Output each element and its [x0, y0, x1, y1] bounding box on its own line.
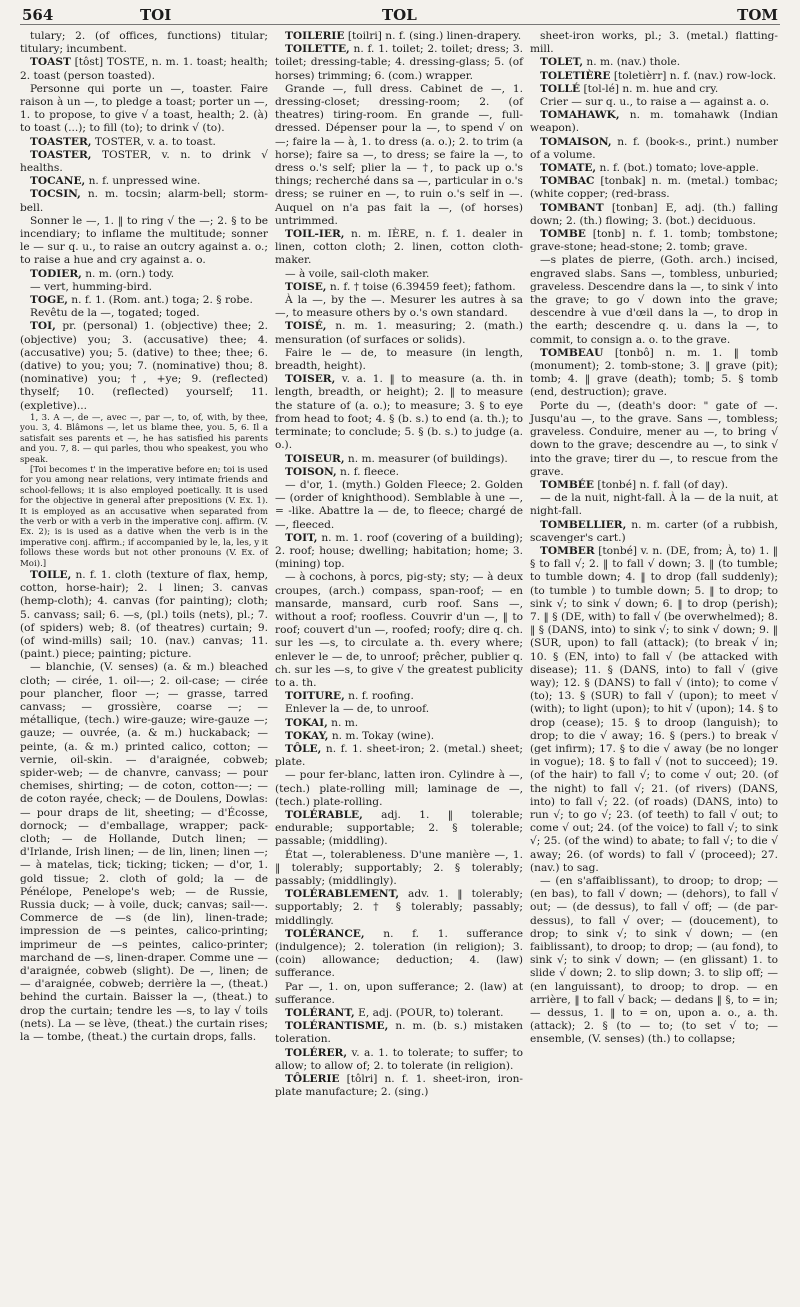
headword: TOKAI,	[285, 716, 328, 729]
entry-text: Crier — sur q. u., to raise a — against a. o.	[540, 96, 770, 109]
guide-word-right: TOM	[737, 6, 778, 24]
dictionary-entry	[530, 70, 778, 83]
entry-text: n. f. 1. (Rom. ant.) toga; 2. § robe.	[71, 294, 253, 307]
entry-text: n. f. 1. sheet-iron; 2. (metal.) sheet; plate.	[275, 742, 523, 769]
headword: TOITURE,	[285, 690, 345, 703]
entry-text: — pour fer-blanc, latten iron. Cylindre à —, (tech.) plate-rolling mill; laminage de —, (tech.) plate-rolling.	[275, 769, 523, 808]
entry-text: [tonbé] v. n. (DE, from; À, to) 1. ‖ § to fall √; 2. ‖ to fall √ down; 3. ‖ (to tumble; to tumble down; 4. ‖ to drop (fall suddenly); (to tumble ) to tumble down; 5. ‖ to drop; to sink √; to sink √ down; 6. ‖ to drop (perish); 7. ‖ § (DE, with) to fall √ (be overwhelmed); 8. ‖ § (DANS, into) to sink √; to sink √ down; 9. ‖ (SUR, upon) to fall (attack); (to break √ in; 10. § (EN, into) to fall √ (be attacked with disease); 11. § (DANS, into) to fall √ (give way); 12. § (DANS) to fall √ (into); to come √ (to); 13. § (SUR) to fall √ (upon); to meet √ (with); to light (upon); to hit √ (upon); 14. § to drop (cease); 15. § to droop (languish); to drop; to die √ away; 16. § (pers.) to break √ (get infirm); 17. § to die √ away (be no longer in vogue); 18. § to fall √ (not to succeed); 19. (of the hair) to fall √; to come √ out; 20. (of the night) to fall √; 21. (of rivers) (DANS, into) to fall √; 22. (of roads) (DANS, into) to run √; to go √; 23. (of teeth) to fall √ out; to come √ out; 24. (of the voice) to fall √; to sink √; 25. (of the wind) to abate; to fall √; to die √ away; 26. (of words) to fall √ (proceed); 27. (nav.) to sag.	[530, 544, 778, 874]
guide-word-left: TOI	[140, 6, 172, 24]
entry-text: n. m.	[331, 716, 359, 729]
entry-text: — à cochons, à porcs, pig-sty; sty; — à deux croupes, (arch.) compass, span-roof; — en mansarde, mansard, curb roof. Sans —, without a roof; roofless. Couvrir d'un —, ‖ to roof; couvert d'un —, roofed; roofy; dire q. ch. sur les —s, to circulate a. th. every where; enlever le — de, to unroof; prêcher, publier q. ch. sur les —s, to give √ the greatest publicity to a. th.	[275, 571, 523, 689]
entry-text: n. f. 1. toilet; 2. toilet; dress; 3. toilet; dressing-table; 4. dressing-glass; 5. (of horses) trimming; 6. (com.) wrapper.	[275, 43, 523, 82]
entry-text: [toletièrr] n. f. (nav.) row-lock.	[613, 69, 777, 82]
entry-text: État —, tolerableness. D'une manière —, 1. ‖ tolerably; supportably; 2. § tolerably; passably; (middlingly).	[275, 848, 523, 887]
entry-text: n. m. tomahawk (Indian weapon).	[530, 109, 779, 135]
headword: TOMBER	[540, 544, 595, 557]
entry-paragraph	[530, 96, 778, 109]
entry-text: n. m. (b. s.) mistaken toleration.	[275, 1020, 523, 1046]
headword: TOMBÉE	[540, 478, 594, 491]
entry-text: n. m. 1. measuring; 2. (math.) mensuration (of surfaces or solids).	[275, 320, 523, 346]
headword: TOISÉ,	[285, 320, 327, 333]
entry-paragraph	[275, 769, 523, 809]
headword: TOLÉRABLEMENT,	[285, 888, 400, 901]
headword: TOLÉRANT,	[285, 1007, 355, 1020]
headword: TOASTER,	[30, 148, 92, 161]
entry-text: n. m. measurer (of buildings).	[347, 452, 508, 465]
dictionary-entry	[530, 347, 778, 400]
headword: TOAST	[30, 56, 71, 69]
entry-paragraph	[20, 281, 268, 294]
entry-paragraph	[530, 30, 778, 56]
dictionary-entry	[530, 136, 778, 162]
entry-paragraph	[20, 83, 268, 136]
entry-text: [tonbé] n. f. fall (of day).	[597, 478, 729, 491]
entry-text: TOSTER, v. a. to toast.	[94, 135, 216, 148]
headword: TOLÉRABLE,	[285, 808, 363, 821]
dictionary-entry	[20, 149, 268, 175]
dictionary-entry	[20, 320, 268, 412]
headword: TOCSIN,	[30, 188, 81, 201]
headword: TOMBANT	[540, 201, 604, 214]
headword: TOLLÉ	[540, 82, 581, 95]
dictionary-entry	[275, 281, 523, 294]
entry-text: n. m. IÈRE, n. f. 1. dealer in linen, cotton cloth; 2. linen, cotton cloth-maker.	[275, 228, 523, 267]
dictionary-entry	[275, 320, 523, 346]
entry-paragraph	[275, 268, 523, 281]
entry-text: — à voile, sail-cloth maker.	[285, 267, 430, 280]
dictionary-entry	[275, 373, 523, 452]
entry-paragraph	[530, 254, 778, 346]
entry-text: n. m. tocsin; alarm-bell; storm-bell.	[20, 188, 268, 214]
column-3	[530, 30, 778, 1047]
dictionary-entry	[275, 730, 523, 743]
entry-text: Par —, 1. on, upon sufferance; 2. (law) at sufferance.	[275, 980, 523, 1006]
headword: TOLÉRER,	[285, 1046, 348, 1059]
entry-text: 1, 3. A —, de —, avec —, par —, to, of, with, by thee, you. 3, 4. Blâmons —, let us blame thee, you. 5, 6. Il a satisfait ses parents et —, he has satisfied his parents and you. 7, 8. — qui parles, thou who speakest, you who speak.	[20, 412, 268, 465]
dictionary-entry	[275, 453, 523, 466]
headword: TOMBELLIER,	[540, 518, 627, 531]
entry-paragraph	[20, 215, 268, 268]
entry-text: [tôlri] n. f. 1. sheet-iron, iron-plate manufacture; 2. (sing.)	[275, 1073, 523, 1099]
dictionary-entry	[530, 479, 778, 492]
entry-text: Faire le — de, to measure (in length, breadth, height).	[275, 346, 523, 373]
dictionary-entry	[275, 1007, 523, 1020]
entry-text: Sonner le —, 1. ‖ to ring √ the —; 2. § to be incendiary; to inflame the multitude; sonner le — sur q. u., to raise an outcry against a. o.; to raise a hue and cry against a. o.	[20, 214, 268, 267]
entry-paragraph	[275, 83, 523, 228]
entry-text: [tonban] E, adj. (th.) falling down; 2. (th.) flowing; 3. (bot.) deciduous.	[530, 201, 778, 227]
entry-text: n. f. (bot.) tomato; love-apple.	[599, 162, 759, 175]
entry-text: — blanchie, (V. senses) (a. & m.) bleached cloth; — cirée, 1. oil-—; 2. oil-case; — cirée pour plancher, floor —; — grasse, tarred canvass; — grossière, coarse —; — métallique, (tech.) wire-gauze; wire-gauze —; gauze; — ouvrée, (a. & m.) huckaback; — peinte, (a. & m.) printed calico, cotton; — vernie, oil-skin. — d'araignée, cobweb; spider-web; — de chanvre, canvass; — pour chemises, shirting; — de coton, cotton-—; — de coton rayée, check; — de Doulens, Dowlas: — pour draps de lit, sheeting; — d'Écosse, dornock; — d'emballage, wrapper; pack-cloth; — de Hollande, Dutch linen; — d'Irlande, Irish linen; — de lin, linen; linen —; — à matelas, tick; ticking; ticken; — d'or, 1. gold tissue; 2. cloth of gold; la — de Pénélope, Penelope's web; — de Russie, Russia duck; — à voile, duck; canvas; sail-—. Commerce de —s (de lin), linen-trade; impression de —s peintes, calico-printing; imprimeur de —s peintes, calico-printer; marchand de —s, linen-draper. Comme une — d'araignée, cobweb (slight). De —, linen; de — d'araignée, cobweb; derrière la —, (theat.) behind the curtain. Baisser la —, (theat.) to drop the curtain; tendre les —s, to lay √ toils (nets). La — se lève, (theat.) the curtain rises; la — tombe, (theat.) the curtain drops, falls.	[20, 661, 268, 1044]
entry-text: n. f. † toise (6.39459 feet); fathom.	[329, 280, 516, 293]
dictionary-entry	[530, 175, 778, 201]
dictionary-entry	[275, 690, 523, 703]
dictionary-entry	[275, 717, 523, 730]
usage-note	[20, 413, 268, 465]
headword: TOMBE	[540, 228, 586, 241]
headword: TOISE,	[285, 280, 327, 293]
dictionary-entry	[20, 136, 268, 149]
dictionary-entry	[530, 83, 778, 96]
headword: TOMBEAU	[540, 346, 604, 359]
entry-text: — (en s'affaiblissant), to droop; to drop; — (en bas), to fall √ down; — (dehors), to fall √ out; — (de dessus), to fall √ off; — (de par-dessus), to fall √ over; — (doucement), to drop; to sink √; to sink √ down; — (en faiblissant), to droop; to drop; — (au fond), to sink √; to sink √ down; — (en glissant) 1. to slide √ down; 2. to slip down; 3. to slip off; — (en languissant), to droop; to drop. — en arrière, ‖ to fall √ back; — dedans ‖ §, to = in; — dessus, 1. ‖ to = on, upon a. o., a. th. (attack); 2. § (to — to; (to set √ to; — ensemble, (V. senses) (th.) to collapse;	[530, 875, 778, 1046]
dictionary-entry	[275, 809, 523, 849]
dictionary-entry	[20, 56, 268, 82]
dictionary-entry	[275, 928, 523, 981]
headword: TOMAISON,	[540, 135, 612, 148]
entry-text: pr. (personal) 1. (objective) thee; 2. (objective) you; 3. (accusative) thee; 4. (accusative) you; 5. (dative) to thee; thee; 6. (dative) to you; you; 7. (nominative) thou; 8. (nominative) you; †, +ye; 9. (reflected) thyself; 10. (reflected) yourself; 11. (expletive)...	[20, 320, 268, 412]
dictionary-entry	[530, 228, 778, 254]
entry-text: Revêtu de la —, togated; toged.	[30, 307, 200, 320]
entry-text: [Toi becomes t' in the imperative before en; toi is used for you among near relations, very intimate friends and school-fellows; it is also employed poetically. It is used for the objective in general after prepositions (V. Ex. 1). It is employed as an accusative when separated from the verb or with a verb in the imperative conj. affirm. (V. Ex. 2); is is used as a dative when the verb is in the imperative conj. affirm.; if accompanied by le, la, les, y it follows these words but not other pronouns (V. Ex. of Moi).]	[20, 464, 269, 569]
entry-text: [tonbô] n. m. 1. ‖ tomb (monument); 2. tomb-stone; 3. ‖ grave (pit); tomb; 4. ‖ grave (death); tomb; 5. § tomb (end, destruction); grave.	[530, 346, 778, 399]
entry-text: [tonbak] n. m. (metal.) tombac; (white copper; (red-brass.	[530, 175, 778, 201]
entry-text: n. f. unpressed wine.	[88, 175, 201, 188]
entry-text: —s plates de pierre, (Goth. arch.) incised, engraved slabs. Sans —, tombless, unburied; graveless. Descendre dans la —, to sink √ into the grave; to go √ down into the grave; descendre à vue d'œil dans la —, to drop in the earth; descendre q. u. dans la —, to commit, to consign a. o. to the grave.	[530, 254, 778, 346]
headword: TOCANE,	[30, 175, 86, 188]
headword: TOMATE,	[540, 162, 597, 175]
entry-paragraph	[20, 30, 268, 56]
dictionary-entry	[275, 888, 523, 928]
entry-text: — vert, humming-bird.	[30, 280, 152, 293]
entry-text: n. f. 1. sufferance (indulgence); 2. toleration (in religion); 3. (coin) allowance; deduction; 4. (law) sufferance.	[275, 927, 523, 980]
dictionary-entry	[20, 268, 268, 281]
entry-text: n. m. (nav.) thole.	[586, 56, 681, 69]
dictionary-entry	[275, 466, 523, 479]
entry-text: Enlever la — de, to unroof.	[285, 703, 430, 716]
entry-text: — de la nuit, night-fall. À la — de la nuit, at night-fall.	[530, 492, 778, 518]
entry-paragraph	[275, 347, 523, 373]
headword: TOLET,	[540, 56, 584, 69]
entry-text: n. m. Tokay (wine).	[331, 729, 435, 742]
column-2	[275, 30, 523, 1099]
dictionary-entry	[275, 1073, 523, 1099]
headword: TÔLERIE	[285, 1073, 340, 1086]
dictionary-entry	[530, 545, 778, 875]
entry-text: n. m. 1. roof (covering of a building); 2. roof; house; dwelling; habitation; home; 3. (mining) top.	[275, 531, 523, 571]
entry-text: n. m. carter (of a rubbish, scavenger's cart.)	[530, 518, 778, 544]
usage-note	[20, 465, 268, 569]
dictionary-entry	[530, 56, 778, 69]
headword: TOISEUR,	[285, 452, 345, 465]
headword: TOIL-IER,	[285, 228, 345, 241]
dictionary-entry	[275, 1047, 523, 1073]
dictionary-entry	[275, 30, 523, 43]
page-number: 564	[22, 6, 54, 24]
dictionary-entry	[20, 188, 268, 214]
entry-text: [tôst] TOSTE, n. m. 1. toast; health; 2. toast (person toasted).	[20, 56, 268, 82]
entry-paragraph	[530, 875, 778, 1047]
entry-text: n. f. roofing.	[348, 690, 414, 703]
header-rule	[20, 24, 780, 25]
dictionary-entry	[20, 569, 268, 661]
entry-text: Grande —, full dress. Cabinet de —, 1. dressing-closet; dressing-room; 2. (of theatres) tiring-room. En grande —, full-dressed. Dépenser pour la —, to spend √ on —; faire la — à, 1. to dress (a. o.); 2. to trim (a horse); faire sa —, to dress; se faire la —, to dress o.'s self; plier la — †, to pack up o.'s things; recherché dans sa —, particular in o.'s dress; se ruiner en —, to ruin o.'s self in —. Auquel on n'a pas fait la —, (of horses) untrimmed.	[275, 82, 523, 227]
headword: TOISER,	[285, 373, 336, 386]
dictionary-entry	[275, 743, 523, 769]
entry-text: n. f. fleece.	[340, 465, 400, 478]
headword: TOIT,	[285, 531, 318, 544]
headword: TOKAY,	[285, 729, 329, 742]
headword: TÔLE,	[285, 742, 322, 755]
headword: TOISON,	[285, 465, 337, 478]
entry-text: n. f. 1. cloth (texture of flax, hemp, cotton, horse-hair); 2. ↓ linen; 3. canvas (hemp-cloth); 4. canvas (for painting); cloth; 5. canvass; sail; 6. —s, (pl.) toils (nets), pl.; 7. (of spiders) web; 8. (of theatres) curtain; 9. (of wind-mills) sail; 10. (nav.) canvas; 11. (paint.) piece; painting; picture.	[20, 568, 268, 661]
entry-paragraph	[20, 307, 268, 320]
entry-text: — d'or, 1. (myth.) Golden Fleece; 2. Golden — (order of knighthood). Semblable à une —, = -like. Abattre la — de, to fleece; chargé de —, fleeced.	[275, 478, 523, 531]
entry-paragraph	[20, 661, 268, 1044]
entry-text: Personne qui porte un —, toaster. Faire raison à un —, to pledge a toast; porter un —, 1. to propose, to give √ a toast, health; 2. (à) to toast (...); to fill (to); to drink √ (to).	[20, 82, 268, 135]
entry-paragraph	[275, 294, 523, 320]
entry-text: Porte du —, (death's door: " gate of —. Jusqu'au —, to the grave. Sans —, tombless; graveless. Conduire, mener au —, to bring √ down to the grave; descendre au —, to sink √ into the grave; tirer du —, to rescue from the grave.	[530, 399, 778, 478]
page-header	[22, 6, 778, 32]
entry-paragraph	[275, 571, 523, 690]
entry-text: tulary; 2. (of offices, functions) titular; titulary; incumbent.	[20, 30, 268, 56]
headword: TOLÉRANTISME,	[285, 1020, 389, 1033]
headword: TOLETIÈRE	[540, 69, 611, 82]
entry-text: n. f. (book-s., print.) number of a volume.	[530, 135, 778, 161]
dictionary-entry	[275, 228, 523, 268]
headword: TOMAHAWK,	[540, 109, 620, 122]
dictionary-entry	[530, 202, 778, 228]
entry-paragraph	[275, 849, 523, 889]
entry-paragraph	[275, 479, 523, 532]
entry-text: [tol-lé] n. m. hue and cry.	[583, 82, 719, 95]
headword: TODIER,	[30, 267, 82, 280]
dictionary-entry	[530, 519, 778, 545]
headword: TOGE,	[30, 294, 68, 307]
dictionary-entry	[530, 162, 778, 175]
entry-paragraph	[275, 981, 523, 1007]
dictionary-entry	[275, 43, 523, 83]
entry-text: À la —, by the —. Mesurer les autres à sa —, to measure others by o.'s own standard.	[275, 294, 523, 320]
headword: TOASTER,	[30, 135, 92, 148]
dictionary-entry	[275, 532, 523, 572]
entry-text: adj. 1. ‖ tolerable; endurable; supportable; 2. § tolerable; passable; (middling).	[275, 808, 524, 848]
entry-text: [tonb] n. f. 1. tomb; tombstone; grave-stone; head-stone; 2. tomb; grave.	[530, 228, 779, 254]
entry-text: sheet-iron works, pl.; 3. (metal.) flatting-mill.	[530, 30, 778, 56]
dictionary-entry	[530, 109, 778, 135]
guide-word-middle: TOL	[382, 6, 417, 24]
dictionary-entry	[275, 1020, 523, 1046]
column-1	[20, 30, 268, 1044]
entry-paragraph	[530, 492, 778, 518]
headword: TOI,	[30, 320, 56, 333]
entry-paragraph	[275, 703, 523, 716]
entry-text: v. a. 1. to tolerate; to suffer; to allow; to allow of; 2. to tolerate (in religion).	[275, 1046, 523, 1072]
headword: TOILE,	[30, 568, 72, 581]
entry-text: TOSTER, v. n. to drink √ healths.	[20, 148, 268, 175]
headword: TOILETTE,	[285, 43, 350, 56]
entry-text: adv. 1. ‖ tolerably; supportably; 2. † § tolerably; passably; middlingly.	[275, 888, 523, 927]
dictionary-entry	[20, 175, 268, 188]
headword: TOILERIE	[285, 30, 345, 42]
headword: TOLÉRANCE,	[285, 927, 365, 940]
entry-paragraph	[530, 400, 778, 479]
entry-text: n. m. (orn.) tody.	[85, 267, 175, 280]
entry-text: [toilri] n. f. (sing.) linen-drapery.	[347, 30, 522, 42]
entry-text: E, adj. (POUR, to) tolerant.	[358, 1007, 504, 1020]
entry-text: v. a. 1. ‖ to measure (a. th. in length, breadth, or height); 2. ‖ to measure the stature of (a. o.); to measure; 3. § to eye from head to foot; 4. § (b. s.) to end (a. th.); to terminate; to conclude; 5. § (b. s.) to judge (a. o.).	[275, 373, 523, 452]
headword: TOMBAC	[540, 175, 595, 188]
dictionary-entry	[20, 294, 268, 307]
